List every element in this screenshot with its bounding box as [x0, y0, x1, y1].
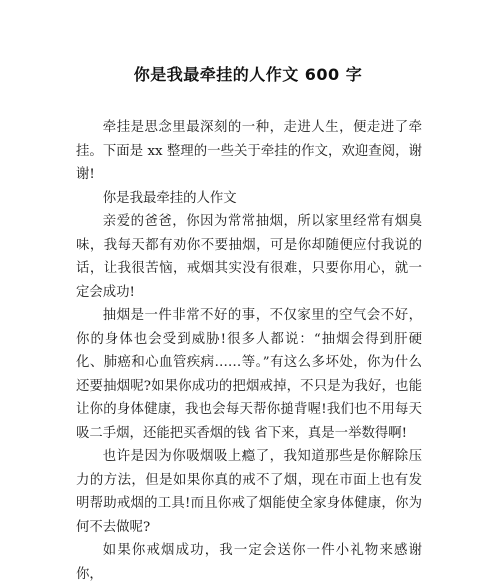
paragraph-intro: 牵挂是思念里最深刻的一种，走进人生，便走进了牵挂。下面是 xx 整理的一些关于牵挂的作文，欢迎查阅，谢谢! [76, 120, 422, 182]
paragraph: 也许是因为你吸烟吸上瘾了，我知道那些是你解除压力的方法，但是如果你真的戒不了烟，现在市面上也有发明帮助戒烟的工具!而且你戒了烟能使全家身体健康，你为何不去做呢? [76, 449, 422, 535]
paragraph: 抽烟是一件非常不好的事，不仅家里的空气会不好，你的身体也会受到威胁!很多人都说：“抽烟会得到肝硬化、肺癌和心血管疾病……等。”有这么多坏处，你为什么还要抽烟呢?如果你成功的把烟戒掉，不只是为我好，也能让你的身体健康，我也会每天帮你搥背喔!我们也不用每天吸二手烟，还能把买香烟的钱 省下来，真是一举数得啊! [76, 308, 422, 441]
document-body [76, 116, 422, 586]
paragraph-subtitle: 你是我最牵挂的人作文 [102, 190, 237, 206]
paragraph: 如果你戒烟成功，我一定会送你一件小礼物来感谢你， [76, 543, 422, 582]
paragraph: 亲爱的爸爸，你因为常常抽烟，所以家里经常有烟臭味，我每天都有劝你不要抽烟，可是你却随便应付我说的话，让我很苦恼，戒烟其实没有很难，只要你用心，就一定会成功! [76, 214, 422, 300]
document-title: 你是我最牵挂的人作文 600 字 [133, 65, 363, 84]
